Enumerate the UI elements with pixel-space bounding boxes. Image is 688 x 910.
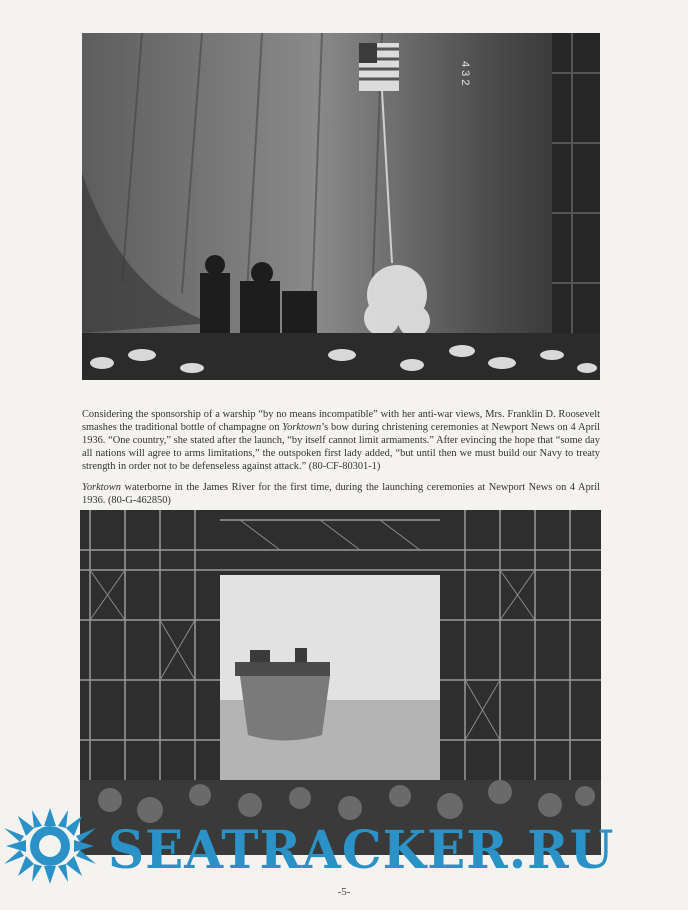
first-photo-caption: Considering the sponsorship of a warship “by no means incompatible” with her anti-war views, Mrs. Franklin D. Roosevelt smashes the traditional bottle of champagne on Yorktown’s bow during christening ceremonies at Newport News on 4 April 1936. “One country,” she stated after the launch, “by itself cannot limit armaments.” After evincing the hope that “some day all nations will agree to arms limitations,” the outspoken first lady added, “but until then we must build our Navy to treaty strength in order not to be defenseless against attack.” (80-CF-80301-1) (82, 409, 601, 473)
launch-photo (80, 510, 601, 855)
hull-markings: 4 3 2 (459, 61, 471, 86)
second-photo-caption: Yorktown waterborne in the James River for the first time, during the launching ceremonies at Newport News on 4 April 1936. (80-G-462850) (82, 482, 600, 507)
christening-photo (82, 33, 600, 380)
sun-burst-icon (0, 806, 100, 886)
watermark (0, 806, 688, 886)
watermark-text: SEATRACKER.RU (108, 818, 615, 881)
page-number: -5- (337, 886, 351, 898)
